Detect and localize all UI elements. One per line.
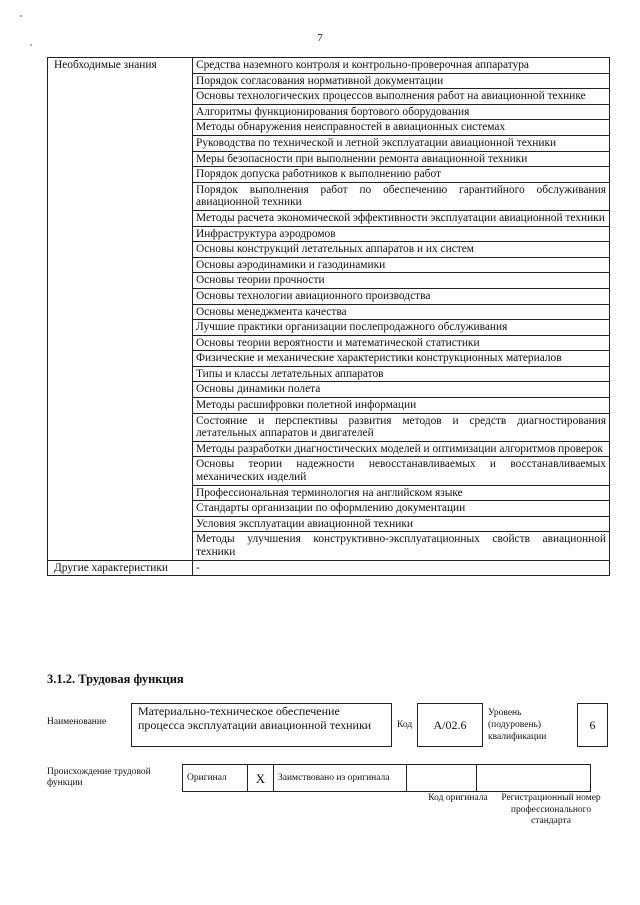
- origin-table: [182, 764, 591, 792]
- function-code-value: A/02.6: [417, 703, 483, 747]
- origin-label-text: Происхождение трудовой функции: [47, 767, 151, 788]
- knowledge-item: Условия эксплуатации авиационной техники: [193, 516, 610, 532]
- other-characteristics-value: -: [193, 560, 610, 576]
- knowledge-item: Порядок согласования нормативной документации: [193, 73, 610, 89]
- table-row: [48, 58, 610, 74]
- knowledge-item: Основы аэродинамики и газодинамики: [193, 257, 610, 273]
- other-characteristics-label: Другие характеристики: [48, 560, 193, 576]
- knowledge-item: Методы расчета экономической эффективности эксплуатации авиационной техники: [193, 210, 610, 226]
- registration-number-cell: [477, 765, 591, 792]
- knowledge-item: Основы теории прочности: [193, 273, 610, 289]
- code-label: Код: [397, 720, 413, 730]
- knowledge-item: Основы технологических процессов выполнения работ на авиационной технике: [193, 89, 610, 105]
- knowledge-item: Методы улучшения конструктивно-эксплуатационных свойств авиационной техники: [193, 532, 610, 560]
- knowledge-item: Основы менеджмента качества: [193, 304, 610, 320]
- knowledge-item: Руководства по технической и летной эксплуатации авиационной техники: [193, 135, 610, 151]
- knowledge-item: Методы обнаружения неисправностей в авиационных системах: [193, 120, 610, 136]
- knowledge-item: Стандарты организации по оформлению документации: [193, 501, 610, 517]
- knowledge-item: Основы теории вероятности и математической статистики: [193, 335, 610, 351]
- level-label-text: Уровень (подуровень) квалификации: [488, 708, 547, 742]
- knowledge-item: Инфраструктура аэродромов: [193, 226, 610, 242]
- knowledge-item: Основы динамики полета: [193, 382, 610, 398]
- knowledge-item: Средства наземного контроля и контрольно-проверочная аппаратура: [193, 58, 610, 74]
- knowledge-item: Типы и классы летательных аппаратов: [193, 366, 610, 382]
- knowledge-item: Порядок выполнения работ по обеспечению гарантийного обслуживания авиационной техники: [193, 182, 610, 210]
- name-label: Наименование: [47, 717, 107, 727]
- knowledge-item: Меры безопасности при выполнении ремонта авиационной техники: [193, 151, 610, 167]
- table-row: [183, 765, 591, 792]
- original-mark: X: [248, 765, 274, 792]
- function-name-value: Материально-техническое обеспечение процесса эксплуатации авиационной техники: [131, 703, 392, 747]
- original-label: Оригинал: [183, 765, 248, 792]
- knowledge-item: Методы разработки диагностических моделей и оптимизации алгоритмов проверок: [193, 441, 610, 457]
- level-label: [488, 707, 568, 743]
- section-title: 3.1.2. Трудовая функция: [47, 672, 184, 686]
- level-value: 6: [577, 703, 608, 747]
- original-code-caption: Код оригинала: [428, 793, 488, 803]
- scan-speck: [30, 44, 32, 46]
- table-row: [48, 560, 610, 576]
- page-number: 7: [317, 32, 323, 44]
- origin-label: [47, 767, 172, 789]
- required-knowledge-label: Необходимые знания: [48, 58, 193, 561]
- required-knowledge-table: [47, 57, 610, 576]
- knowledge-item: Физические и механические характеристики конструкционных материалов: [193, 351, 610, 367]
- borrowed-label: Заимствовано из оригинала: [274, 765, 407, 792]
- knowledge-item: Алгоритмы функционирования бортового оборудования: [193, 104, 610, 120]
- knowledge-item: Лучшие практики организации послепродажного обслуживания: [193, 320, 610, 336]
- knowledge-item: Основы технологии авиационного производства: [193, 288, 610, 304]
- knowledge-item: Основы теории надежности невосстанавливаемых и восстанавливаемых механических изделий: [193, 457, 610, 485]
- knowledge-item: Состояние и перспективы развития методов и средств диагностирования летательных аппаратов и двигателей: [193, 413, 610, 441]
- scan-speck: [20, 15, 22, 17]
- original-code-cell: [407, 765, 477, 792]
- knowledge-item: Методы расшифровки полетной информации: [193, 398, 610, 414]
- required-knowledge-body: [48, 58, 610, 576]
- registration-number-caption: Регистрационный номер профессионального стандарта: [501, 793, 601, 826]
- knowledge-item: Основы конструкций летательных аппаратов и их систем: [193, 242, 610, 258]
- knowledge-item: Профессиональная терминология на английском языке: [193, 485, 610, 501]
- knowledge-item: Порядок допуска работников к выполнению работ: [193, 167, 610, 183]
